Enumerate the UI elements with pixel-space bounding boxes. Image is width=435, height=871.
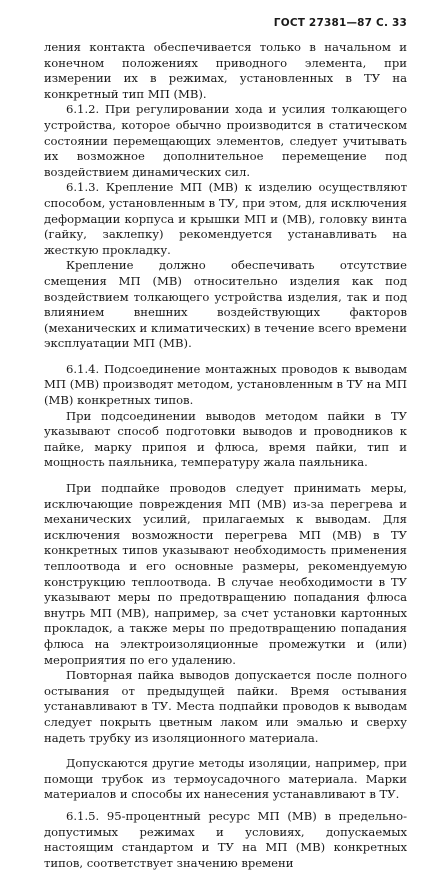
document-body [44,40,407,871]
paragraph-6-1-2: 6.1.2. При регулировании хода и усилия толкающего устройства, которое обычно производится в статическом состоянии перемещающих элементов, следует учитывать их возможное дополнительное перемещение под воздействием динамических сил. [44,102,407,179]
paragraph-6-1-5: 6.1.5. 95-процентный ресурс МП (МВ) в предельно-допустимых режимах и условиях, допускаемых настоящим стандартом и ТУ на МП (МВ) конкретных типов, соответствует значению времени [44,808,407,870]
paragraph-soldering-precautions: При подпайке проводов следует принимать меры, исключающие повреждения МП (МВ) из-за перегрева и механических усилий, прилагаемых к выводам. Для исключения возможности перегрева МП (МВ) в ТУ конкретных типов указывают необходимость применения теплоотвода и его основные размеры, рекомендуемую конструкцию теплоотвода. В случае необходимости в ТУ указывают меры по предотвращению попадания флюса внутрь МП (МВ), например, за счет установки картонных прокладок, а также меры по предотвращению попадания флюса на электроизоляционные промежутки и (или) мероприятия по его удалению. [44,481,407,667]
paragraph-6-1-4: 6.1.4. Подсоединение монтажных проводов к выводам МП (МВ) производят методом, установленным в ТУ на МП (МВ) конкретных типов. [44,361,407,408]
paragraph-6-1-3: 6.1.3. Крепление МП (МВ) к изделию осуществляют способом, установленным в ТУ, при этом, для исключения деформации корпуса и крышки МП и (МВ), головку винта (гайку, заклепку) рекомендуется устанавливать на жесткую прокладку. [44,180,407,257]
paragraph-soldering-method: При подсоединении выводов методом пайки в ТУ указывают способ подготовки выводов и проводников к пайке, марку припоя и флюса, время пайки, тип и мощность паяльника, температуру жала паяльника. [44,408,407,470]
paragraph-repeat-soldering: Повторная пайка выводов допускается после полного остывания от предыдущей пайки. Время остывания устанавливают в ТУ. Места подпайки проводов к выводам следует покрыть цветным лаком или эмалью и сверху надеть трубку из изоляционного материала. [44,668,407,745]
paragraph-mounting: Крепление должно обеспечивать отсутствие смещения МП (МВ) относительно изделия как под воздействием толкающего устройства изделия, так и под влиянием внешних воздействующих факторов (механических и климатических) в течение всего времени эксплуатации МП (МВ). [44,258,407,351]
paragraph-insulation-methods: Допускаются другие методы изоляции, например, при помощи трубок из термоусадочного материала. Марки материалов и способы их нанесения устанавливают в ТУ. [44,756,407,802]
page-header: ГОСТ 27381—87 С. 33 [273,17,407,29]
paragraph-continuation: ления контакта обеспечивается только в начальном и конечном положениях приводного элемента, при измерении их в режимах, установленных в ТУ на конкретный тип МП (МВ). [44,40,407,101]
